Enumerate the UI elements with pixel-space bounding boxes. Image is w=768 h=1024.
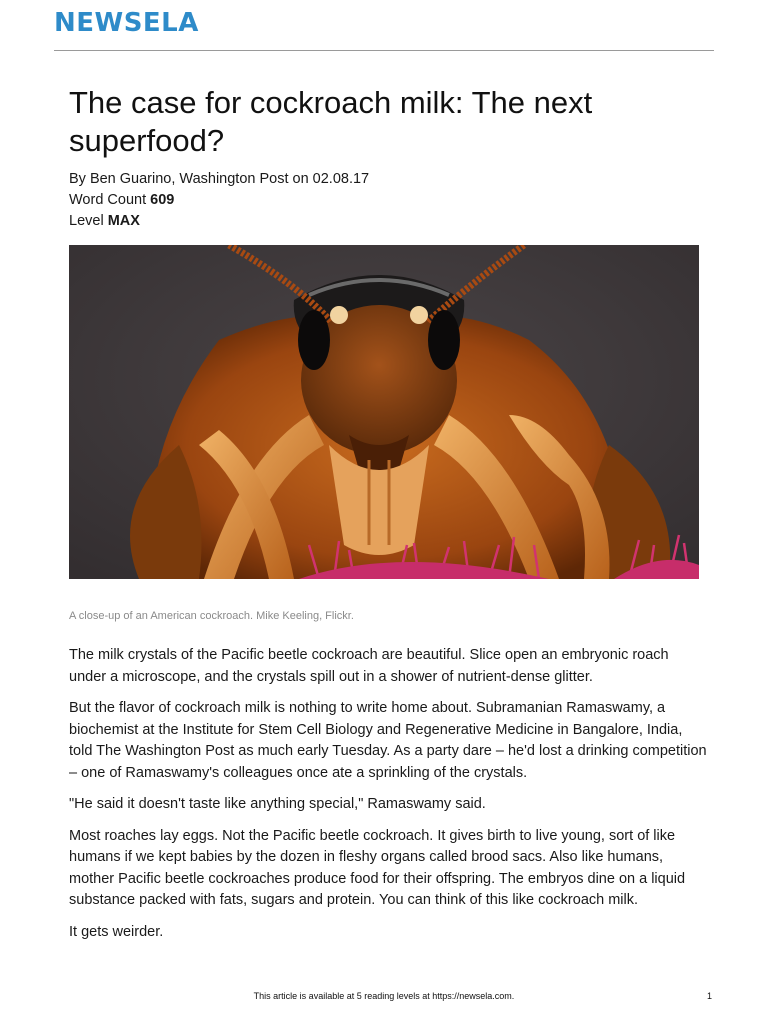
article-body bbox=[69, 645, 709, 953]
footer-note: This article is available at 5 reading levels at https://newsela.com. bbox=[253, 991, 515, 1001]
page-number: 1 bbox=[707, 991, 713, 1001]
image-caption: A close-up of an American cockroach. Mike Keeling, Flickr. bbox=[69, 610, 354, 622]
paragraph: But the flavor of cockroach milk is nothing to write home about. Subramanian Ramaswamy, a biochemist at the Institute for Stem Cell Biology and Regenerative Medicine in Bangalore, India, told The Washington Post as much early Tuesday. As a party dare – he'd lost a drinking competition – one of Ramaswamy's colleagues once ate a sprinkling of the crystals. bbox=[69, 700, 707, 781]
level-label: Level bbox=[69, 213, 104, 229]
reading-level bbox=[69, 211, 369, 232]
paragraph: Most roaches lay eggs. Not the Pacific beetle cockroach. It gives birth to live young, sort of like humans if we kept babies by the dozen in fleshy organs called brood sacs. Also like humans, mother Pacific beetle cockroaches produce food for their offspring. The embryos dine on a liquid substance packed with fats, sugars and protein. You can think of this like cockroach milk. bbox=[69, 827, 686, 908]
article-title: The case for cockroach milk: The next superfood? bbox=[69, 85, 593, 158]
byline: By Ben Guarino, Washington Post on 02.08.17 bbox=[69, 171, 370, 187]
cockroach-photo bbox=[69, 245, 699, 579]
article-meta bbox=[69, 169, 369, 232]
paragraph: It gets weirder. bbox=[69, 923, 164, 940]
word-count-value: 609 bbox=[150, 192, 175, 208]
level-value: MAX bbox=[107, 213, 140, 229]
paragraph: The milk crystals of the Pacific beetle cockroach are beautiful. Slice open an embryonic roach under a microscope, and the crystals spill out in a shower of nutrient-dense glitter. bbox=[69, 647, 669, 685]
word-count-label: Word Count bbox=[69, 192, 147, 208]
word-count bbox=[69, 190, 369, 211]
header-divider bbox=[54, 50, 714, 51]
newsela-logo: NEWSELA bbox=[54, 8, 199, 38]
cockroach-illustration bbox=[69, 245, 699, 579]
paragraph: "He said it doesn't taste like anything special," Ramaswamy said. bbox=[69, 796, 486, 812]
